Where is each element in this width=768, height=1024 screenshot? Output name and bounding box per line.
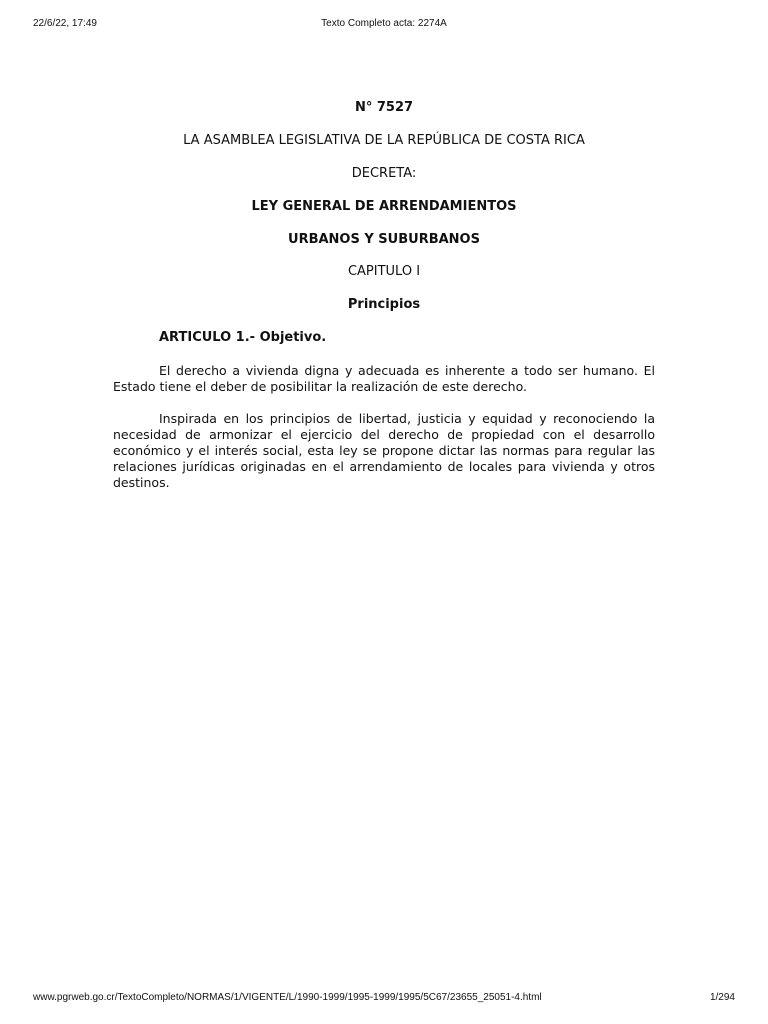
paragraph-2: Inspirada en los principios de libertad, justicia y equidad y reconociendo la necesidad de armonizar el ejercicio del derecho de propiedad con el desarrollo económico y el interés social, esta ley se propone dictar las normas para regular las relaciones jurídicas originadas en el arrendamiento de locales para vivienda y otros destinos. <box>113 411 655 490</box>
law-title-line-1: LEY GENERAL DE ARRENDAMIENTOS <box>251 199 517 214</box>
law-title-line-2: URBANOS Y SUBURBANOS <box>288 232 480 247</box>
assembly-heading: LA ASAMBLEA LEGISLATIVA DE LA REPÚBLICA DE COSTA RICA <box>183 133 585 148</box>
article-heading: ARTICULO 1.- Objetivo. <box>159 330 327 345</box>
chapter-title: Principios <box>347 297 421 312</box>
decreta-heading: DECRETA: <box>351 166 417 181</box>
source-url: www.pgrweb.go.cr/TextoCompleto/NORMAS/1/VIGENTE/L/1990-1999/1995-1999/1995/5C67/23655_25051-4.html <box>33 992 542 1003</box>
print-page-title: Texto Completo acta: 2274A <box>321 18 447 29</box>
paragraph-1: El derecho a vivienda digna y adecuada es inherente a todo ser humano. El Estado tiene el deber de posibilitar la realización de este derecho. <box>113 363 655 394</box>
law-number: N° 7527 <box>354 100 414 115</box>
page-number: 1/294 <box>709 992 735 1003</box>
print-datetime: 22/6/22, 17:49 <box>33 18 97 29</box>
chapter-heading: CAPITULO I <box>347 264 421 279</box>
